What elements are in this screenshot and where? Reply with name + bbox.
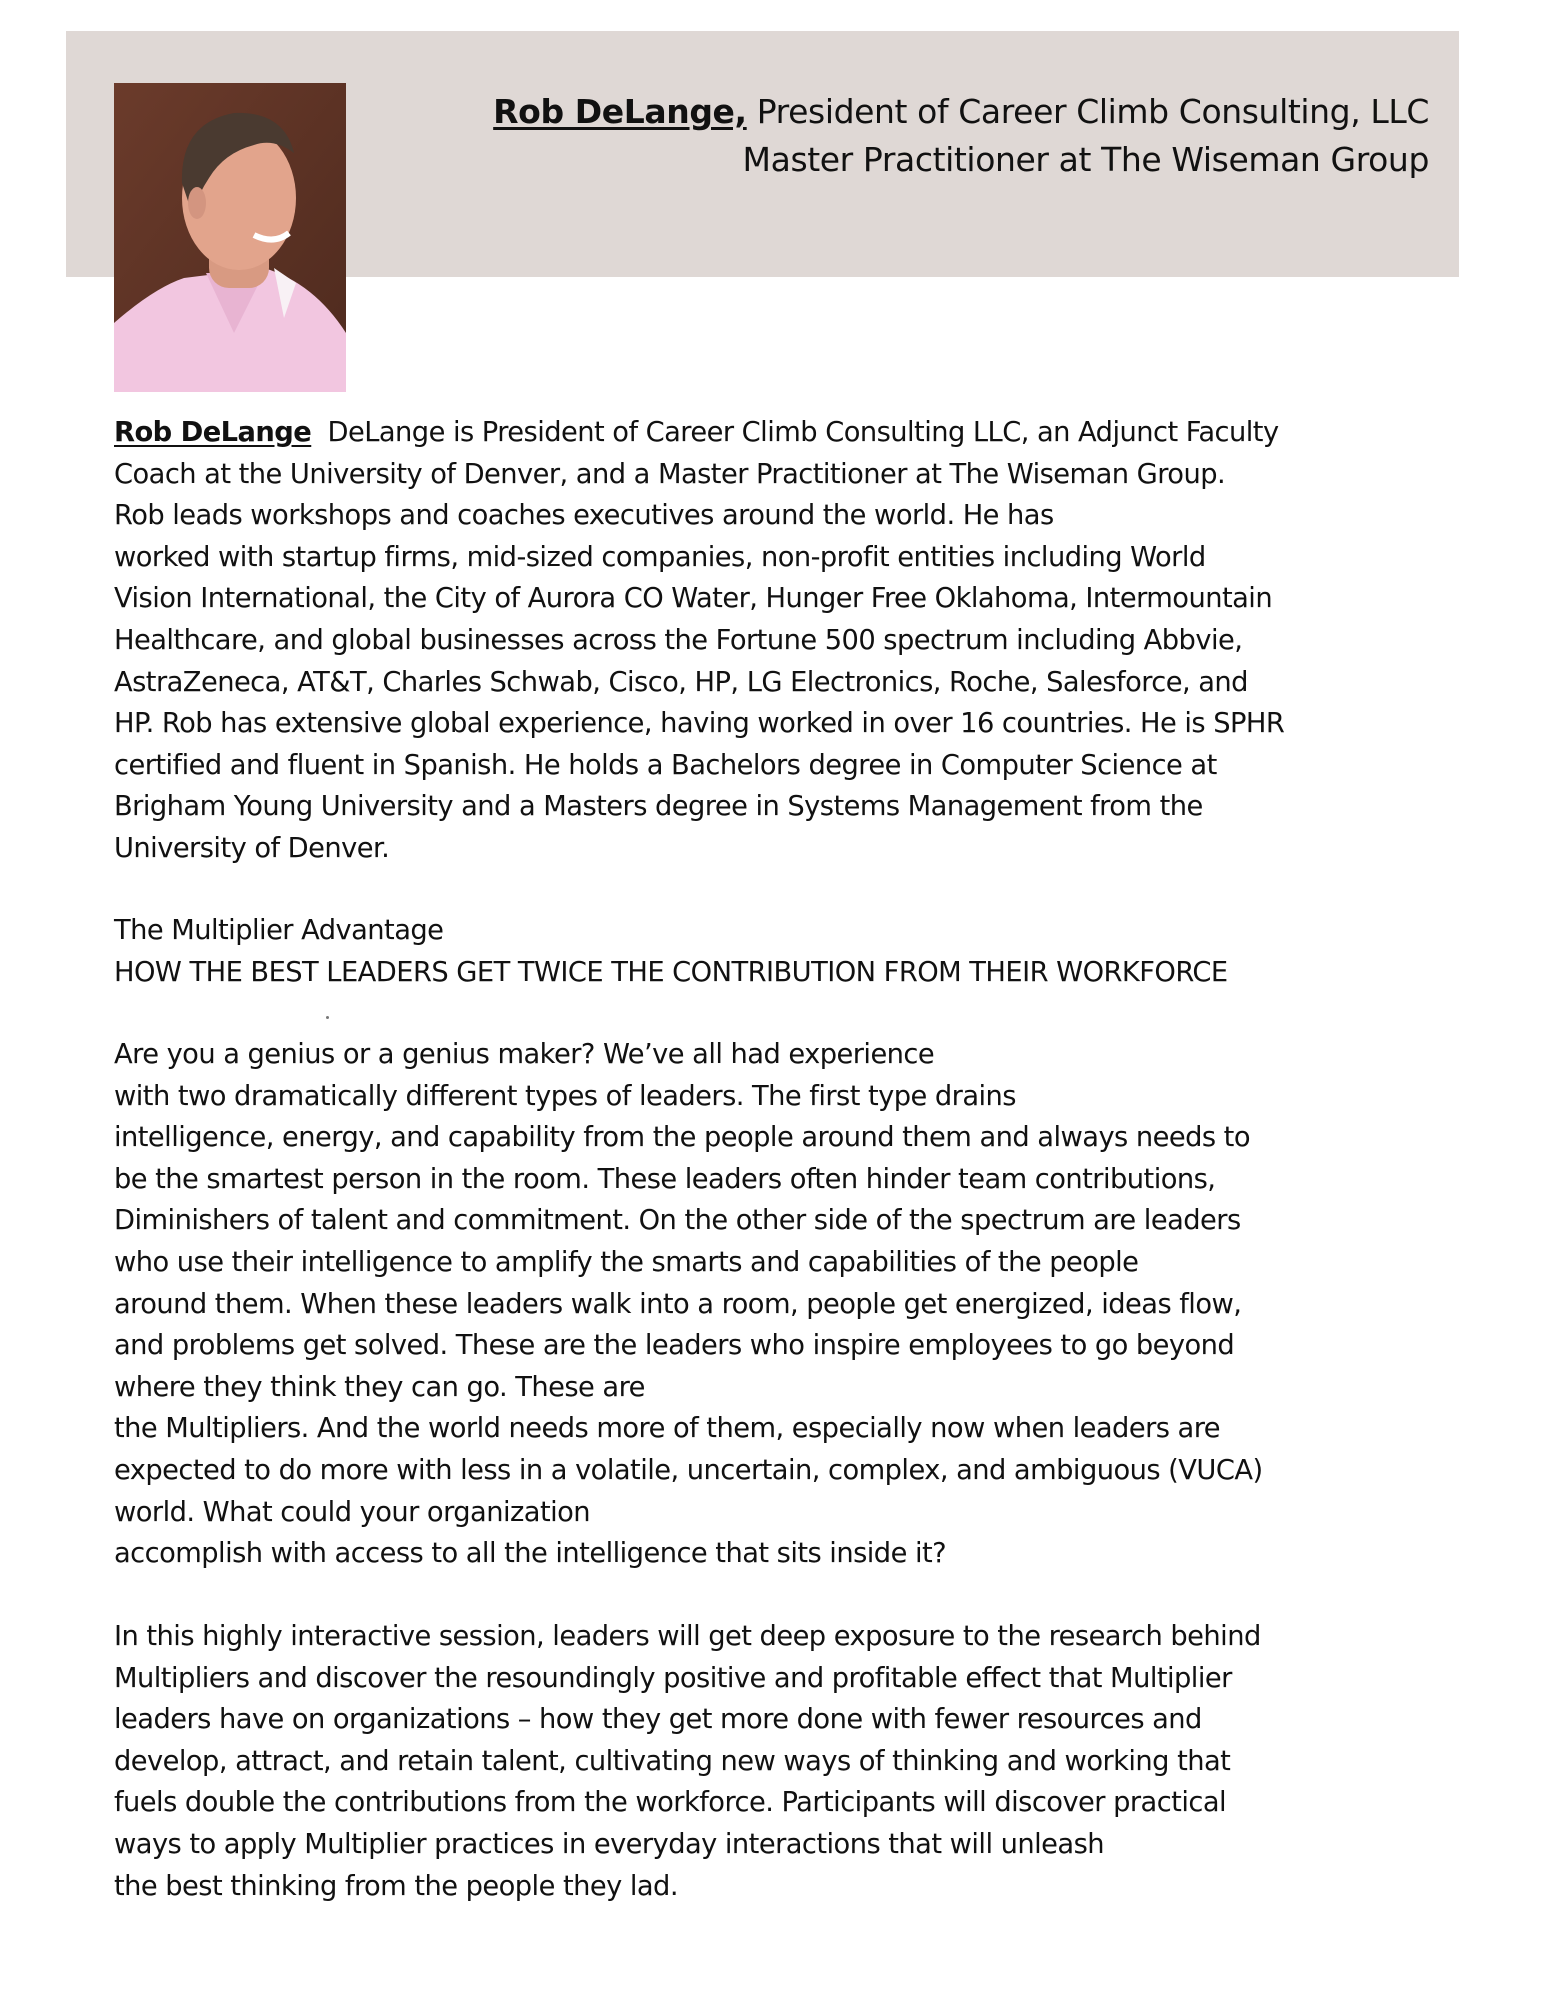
bio-line: University of Denver.	[114, 832, 390, 864]
bio-name-link[interactable]: Rob DeLange	[114, 417, 312, 448]
profile-photo	[114, 83, 346, 392]
bio-line-text: DeLange is President of Career Climb Consulting LLC, an Adjunct Faculty	[311, 417, 1279, 448]
paragraph-line: Are you a genius or a genius maker? We’ve all had experience	[114, 1039, 935, 1070]
paragraph-line: leaders have on organizations – how they get more done with fewer resources and	[114, 1704, 1202, 1736]
bio-line: AstraZeneca, AT&T, Charles Schwab, Cisco, HP, LG Electronics, Roche, Salesforce, and	[114, 666, 1248, 698]
session-paragraph	[114, 1616, 1444, 1907]
paragraph-line: be the smartest person in the room. These leaders often hinder team contributions,	[114, 1163, 1216, 1195]
paragraph-line: Diminishers of talent and commitment. On the other side of the spectrum are leaders	[114, 1205, 1241, 1237]
bio-line: Vision International, the City of Aurora CO Water, Hunger Free Oklahoma, Intermountain	[114, 583, 1273, 615]
section-title: The Multiplier Advantage	[114, 915, 444, 946]
section-heading	[114, 910, 1444, 993]
intro-paragraph	[114, 1034, 1444, 1575]
bio-line: HP. Rob has extensive global experience, having worked in over 16 countries. He is SPHR	[114, 708, 1285, 740]
stray-dot	[326, 1016, 329, 1019]
paragraph-line: the Multipliers. And the world needs more of them, especially now when leaders are	[114, 1413, 1221, 1445]
paragraph-line: where they think they can go. These are	[114, 1371, 645, 1403]
header-name-link[interactable]: Rob DeLange,	[493, 92, 747, 131]
bio-line: Brigham Young University and a Masters degree in Systems Management from the	[114, 791, 1203, 823]
bio-line: Coach at the University of Denver, and a Master Practitioner at The Wiseman Group.	[114, 458, 1226, 490]
bio-line: certified and fluent in Spanish. He holds a Bachelors degree in Computer Science at	[114, 749, 1217, 781]
paragraph-line: intelligence, energy, and capability from the people around them and always needs to	[114, 1122, 1250, 1154]
section-subtitle: HOW THE BEST LEADERS GET TWICE THE CONTRIBUTION FROM THEIR WORKFORCE	[114, 956, 1228, 988]
portrait-image	[114, 83, 346, 392]
paragraph-line: accomplish with access to all the intelligence that sits inside it?	[114, 1538, 947, 1570]
header-title-line-2: Master Practitioner at The Wiseman Group	[742, 140, 1429, 179]
bio-line: Healthcare, and global businesses across the Fortune 500 spectrum including Abbvie,	[114, 624, 1243, 656]
header-title-line-1	[493, 92, 1429, 131]
bio-line	[114, 412, 1444, 454]
bio-line: Rob leads workshops and coaches executives around the world. He has	[114, 500, 1054, 532]
paragraph-line: with two dramatically different types of leaders. The first type drains	[114, 1080, 1016, 1112]
header-role-1: President of Career Climb Consulting, LLC	[746, 92, 1429, 131]
bio-line: worked with startup firms, mid-sized companies, non-profit entities including World	[114, 541, 1206, 573]
bio-paragraph	[114, 412, 1444, 870]
paragraph-line: develop, attract, and retain talent, cultivating new ways of thinking and working that	[114, 1745, 1231, 1777]
paragraph-line: who use their intelligence to amplify the smarts and capabilities of the people	[114, 1246, 1139, 1278]
paragraph-line: Multipliers and discover the resoundingly positive and profitable effect that Multiplier	[114, 1662, 1232, 1694]
paragraph-line: fuels double the contributions from the workforce. Participants will discover practical	[114, 1787, 1227, 1819]
paragraph-line: ways to apply Multiplier practices in everyday interactions that will unleash	[114, 1828, 1105, 1860]
paragraph-line: In this highly interactive session, leaders will get deep exposure to the research behind	[114, 1621, 1261, 1652]
paragraph-line: around them. When these leaders walk into a room, people get energized, ideas flow,	[114, 1288, 1242, 1320]
paragraph-line: expected to do more with less in a volatile, uncertain, complex, and ambiguous (VUCA)	[114, 1454, 1263, 1486]
paragraph-line: world. What could your organization	[114, 1496, 591, 1528]
paragraph-line: and problems get solved. These are the leaders who inspire employees to go beyond	[114, 1330, 1235, 1362]
paragraph-line: the best thinking from the people they lad.	[114, 1870, 678, 1902]
